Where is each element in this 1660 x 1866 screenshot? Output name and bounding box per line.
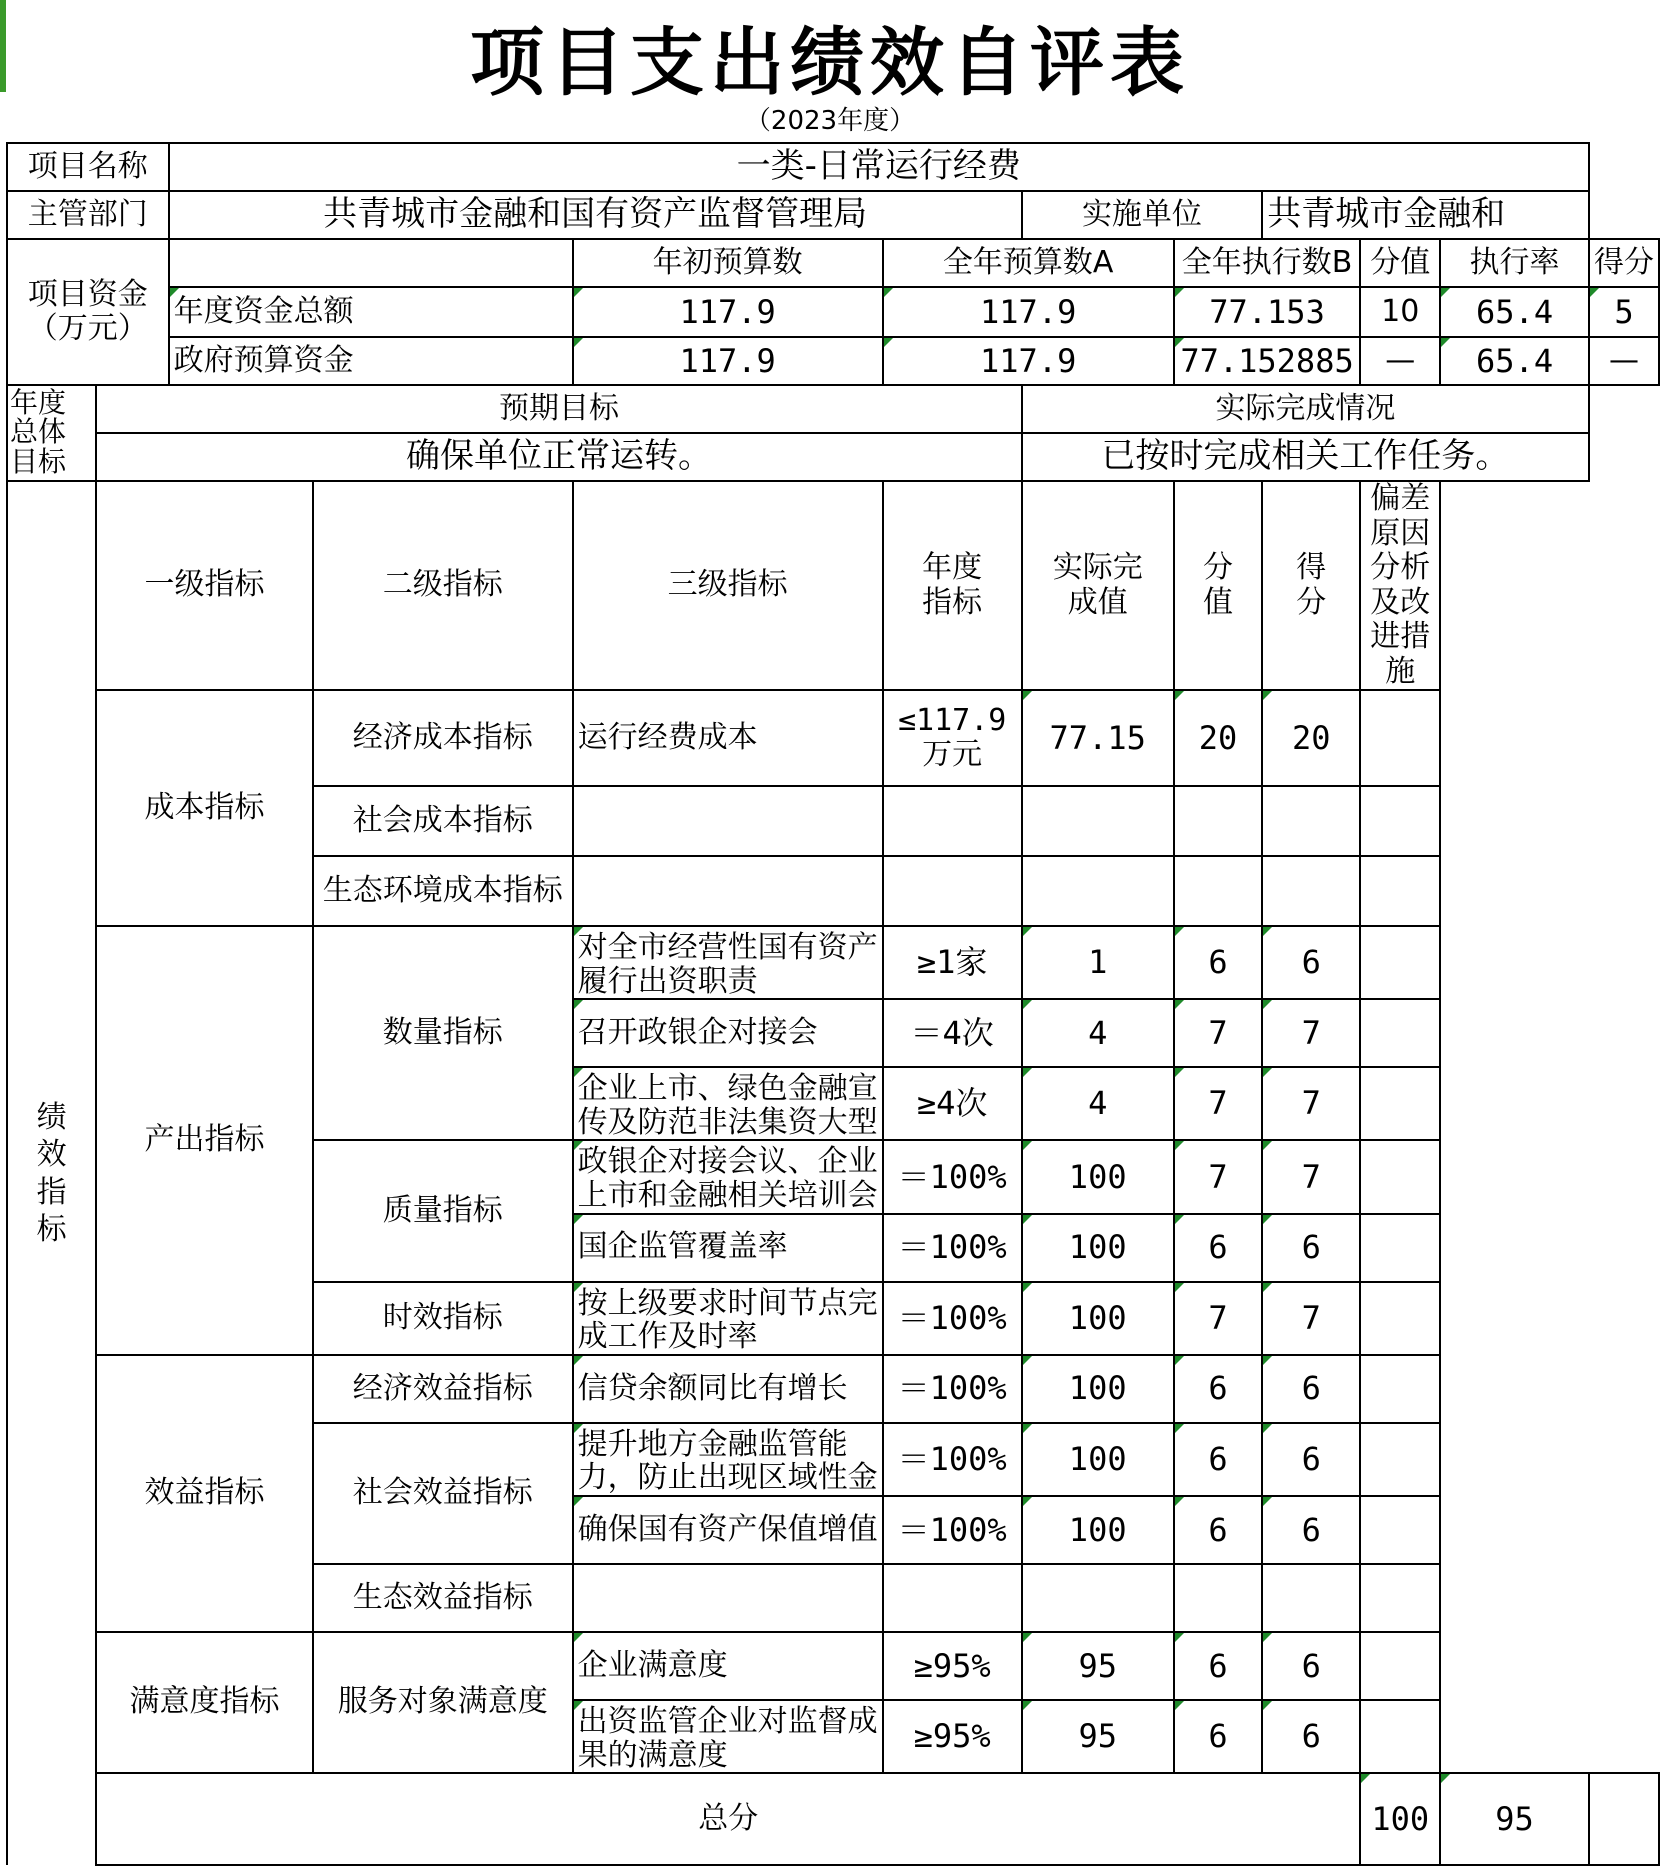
actual-completion-label: 实际完成情况 [1022, 385, 1589, 433]
l3-row-9-actual[interactable]: 100 [1022, 1423, 1174, 1496]
l3-row-5-target[interactable]: ＝100% [883, 1140, 1022, 1213]
l3-row-10-score[interactable]: 6 [1262, 1496, 1360, 1564]
l2-service-satisfaction: 服务对象满意度 [313, 1632, 573, 1773]
l3-row-10-name[interactable]: 确保国有资产保值增值 [573, 1496, 883, 1564]
header-score-value: 分值 [1174, 481, 1262, 690]
eco-benefit-value[interactable] [1174, 1564, 1262, 1632]
l3-row-3-value[interactable]: 7 [1174, 999, 1262, 1067]
funds-row-total-annual[interactable]: 117.9 [883, 287, 1174, 337]
expected-goal-label: 预期目标 [96, 385, 1021, 433]
l2-social-cost: 社会成本指标 [313, 786, 573, 856]
l3-row-12-reason[interactable] [1360, 1700, 1440, 1773]
l3-row-10-actual[interactable]: 100 [1022, 1496, 1174, 1564]
l3-row-4-value[interactable]: 7 [1174, 1067, 1262, 1140]
l2-economic-benefit: 经济效益指标 [313, 1355, 573, 1423]
l3-row-6-name[interactable]: 国企监管覆盖率 [573, 1214, 883, 1282]
l3-row-10-target[interactable]: ＝100% [883, 1496, 1022, 1564]
funds-row-total-initial[interactable]: 117.9 [573, 287, 883, 337]
l3-row-7-value[interactable]: 7 [1174, 1282, 1262, 1355]
l1-cost: 成本指标 [96, 690, 313, 926]
l3-row-4-actual[interactable]: 4 [1022, 1067, 1174, 1140]
l3-row-5-reason[interactable] [1360, 1140, 1440, 1213]
l3-row-11-value[interactable]: 6 [1174, 1632, 1262, 1700]
l3-row-6-score[interactable]: 6 [1262, 1214, 1360, 1282]
total-label: 总分 [96, 1773, 1360, 1865]
l3-row-12-target[interactable]: ≥95% [883, 1700, 1022, 1773]
l3-row-7-name[interactable]: 按上级要求时间节点完成工作及时率 [573, 1282, 883, 1355]
funds-row-total-name[interactable]: 年度资金总额 [169, 287, 573, 337]
l1-satisfaction: 满意度指标 [96, 1632, 313, 1773]
actual-completion-value[interactable]: 已按时完成相关工作任务。 [1022, 433, 1589, 481]
l3-row-3-score[interactable]: 7 [1262, 999, 1360, 1067]
l3-row-4-name[interactable]: 企业上市、绿色金融宣传及防范非法集资大型 [573, 1067, 883, 1140]
funds-row-gov-name[interactable]: 政府预算资金 [169, 337, 573, 385]
funds-header-executed: 全年执行数B [1174, 239, 1361, 287]
expected-goal-value[interactable]: 确保单位正常运转。 [96, 433, 1021, 481]
eco-cost-actual[interactable] [1022, 856, 1174, 926]
l3-row-11-score[interactable]: 6 [1262, 1632, 1360, 1700]
l3-row-4-reason[interactable] [1360, 1067, 1440, 1140]
header-actual-value: 实际完成值 [1022, 481, 1174, 690]
funds-header-blank [169, 239, 573, 287]
l3-row-7-reason[interactable] [1360, 1282, 1440, 1355]
l3-row-1-score[interactable]: 20 [1262, 690, 1360, 786]
l3-row-2-reason[interactable] [1360, 926, 1440, 999]
l3-row-7-actual[interactable]: 100 [1022, 1282, 1174, 1355]
funds-row-total-executed[interactable]: 77.153 [1174, 287, 1361, 337]
l3-row-5-value[interactable]: 7 [1174, 1140, 1262, 1213]
eco-cost-target[interactable] [883, 856, 1022, 926]
l3-row-10-reason[interactable] [1360, 1496, 1440, 1564]
annual-goal-label: 年度总体目标 [7, 385, 96, 481]
l3-row-8-value[interactable]: 6 [1174, 1355, 1262, 1423]
funds-row-gov-annual[interactable]: 117.9 [883, 337, 1174, 385]
l3-row-3-reason[interactable] [1360, 999, 1440, 1067]
l3-row-9-value[interactable]: 6 [1174, 1423, 1262, 1496]
l2-economic-cost: 经济成本指标 [313, 690, 573, 786]
funds-header-score: 得分 [1589, 239, 1659, 287]
project-name-label: 项目名称 [7, 143, 169, 191]
l3-row-6-target[interactable]: ＝100% [883, 1214, 1022, 1282]
funds-row-gov-score[interactable]: — [1589, 337, 1659, 385]
l3-row-1-name[interactable]: 运行经费成本 [573, 690, 883, 786]
l3-row-2-target[interactable]: ≥1家 [883, 926, 1022, 999]
l2-quantity: 数量指标 [313, 926, 573, 1140]
page-title: 项目支出绩效自评表 [470, 20, 1190, 106]
l3-row-8-target[interactable]: ＝100% [883, 1355, 1022, 1423]
funds-label: 项目资金（万元） [7, 239, 169, 385]
l3-row-3-name[interactable]: 召开政银企对接会 [573, 999, 883, 1067]
l3-row-6-actual[interactable]: 100 [1022, 1214, 1174, 1282]
l3-row-2-score[interactable]: 6 [1262, 926, 1360, 999]
funds-header-initial: 年初预算数 [573, 239, 883, 287]
l3-row-3-actual[interactable]: 4 [1022, 999, 1174, 1067]
l3-row-6-reason[interactable] [1360, 1214, 1440, 1282]
dept-label: 主管部门 [7, 191, 169, 239]
header-level1: 一级指标 [96, 481, 313, 690]
l3-row-5-name[interactable]: 政银企对接会议、企业上市和金融相关培训会 [573, 1140, 883, 1213]
dept-value[interactable]: 共青城市金融和国有资产监督管理局 [169, 191, 1022, 239]
l3-row-11-reason[interactable] [1360, 1632, 1440, 1700]
l3-row-1-actual[interactable]: 77.15 [1022, 690, 1174, 786]
funds-row-gov-rate[interactable]: 65.4 [1440, 337, 1589, 385]
funds-row-total-score[interactable]: 5 [1589, 287, 1659, 337]
l3-row-8-reason[interactable] [1360, 1355, 1440, 1423]
l3-row-4-score[interactable]: 7 [1262, 1067, 1360, 1140]
header-level2: 二级指标 [313, 481, 573, 690]
header-annual-target: 年度指标 [883, 481, 1022, 690]
l3-row-7-score[interactable]: 7 [1262, 1282, 1360, 1355]
l3-row-2-actual[interactable]: 1 [1022, 926, 1174, 999]
l3-row-5-score[interactable]: 7 [1262, 1140, 1360, 1213]
social-cost-target[interactable] [883, 786, 1022, 856]
eco-benefit-reason[interactable] [1360, 1564, 1440, 1632]
l3-row-4-target[interactable]: ≥4次 [883, 1067, 1022, 1140]
header-score: 得分 [1262, 481, 1360, 690]
funds-header-score-value: 分值 [1360, 239, 1440, 287]
l3-row-10-value[interactable]: 6 [1174, 1496, 1262, 1564]
eco-benefit-actual[interactable] [1022, 1564, 1174, 1632]
project-name-value[interactable]: 一类-日常运行经费 [169, 143, 1589, 191]
impl-unit-value[interactable]: 共青城市金融和 [1262, 191, 1589, 239]
funds-header-rate: 执行率 [1440, 239, 1589, 287]
l3-row-2-value[interactable]: 6 [1174, 926, 1262, 999]
l3-row-5-actual[interactable]: 100 [1022, 1140, 1174, 1213]
social-cost-actual[interactable] [1022, 786, 1174, 856]
l1-output: 产出指标 [96, 926, 313, 1355]
perf-indicator-label: 绩效指标 [7, 481, 96, 1865]
eco-benefit-score[interactable] [1262, 1564, 1360, 1632]
eco-cost-name[interactable] [573, 856, 883, 926]
l3-row-12-name[interactable]: 出资监管企业对监督成果的满意度 [573, 1700, 883, 1773]
eco-cost-value[interactable] [1174, 856, 1262, 926]
l2-social-benefit: 社会效益指标 [313, 1423, 573, 1564]
l3-row-1-reason[interactable] [1360, 690, 1440, 786]
header-deviation-reason: 偏差原因分析及改进措施 [1360, 481, 1440, 690]
funds-row-gov-executed[interactable]: 77.152885 [1174, 337, 1361, 385]
social-cost-value[interactable] [1174, 786, 1262, 856]
l2-eco-benefit: 生态效益指标 [313, 1564, 573, 1632]
funds-row-gov-score-value[interactable]: — [1360, 337, 1440, 385]
social-cost-score[interactable] [1262, 786, 1360, 856]
year-subtitle: （2023年度） [744, 106, 916, 136]
header-level3: 三级指标 [573, 481, 883, 690]
l3-row-8-actual[interactable]: 100 [1022, 1355, 1174, 1423]
l3-row-12-value[interactable]: 6 [1174, 1700, 1262, 1773]
eco-cost-reason[interactable] [1360, 856, 1440, 926]
l2-quality: 质量指标 [313, 1140, 573, 1281]
social-cost-reason[interactable] [1360, 786, 1440, 856]
total-reason[interactable] [1589, 1773, 1659, 1865]
eco-cost-score[interactable] [1262, 856, 1360, 926]
l3-row-8-name[interactable]: 信贷余额同比有增长 [573, 1355, 883, 1423]
l3-row-3-target[interactable]: ＝4次 [883, 999, 1022, 1067]
funds-row-total-rate[interactable]: 65.4 [1440, 287, 1589, 337]
l3-row-6-value[interactable]: 6 [1174, 1214, 1262, 1282]
l3-row-1-value[interactable]: 20 [1174, 690, 1262, 786]
l3-row-8-score[interactable]: 6 [1262, 1355, 1360, 1423]
l3-row-11-actual[interactable]: 95 [1022, 1632, 1174, 1700]
l3-row-2-name[interactable]: 对全市经营性国有资产履行出资职责 [573, 926, 883, 999]
l2-eco-cost: 生态环境成本指标 [313, 856, 573, 926]
total-score[interactable]: 95 [1440, 1773, 1589, 1865]
self-evaluation-table [6, 142, 1660, 1866]
social-cost-name[interactable] [573, 786, 883, 856]
funds-header-annual: 全年预算数A [883, 239, 1174, 287]
total-value[interactable]: 100 [1360, 1773, 1440, 1865]
l3-row-9-reason[interactable] [1360, 1423, 1440, 1496]
eco-benefit-name[interactable] [573, 1564, 883, 1632]
l3-row-9-target[interactable]: ＝100% [883, 1423, 1022, 1496]
l1-benefit: 效益指标 [96, 1355, 313, 1632]
l3-row-11-target[interactable]: ≥95% [883, 1632, 1022, 1700]
l3-row-12-score[interactable]: 6 [1262, 1700, 1360, 1773]
l3-row-1-target[interactable]: ≤117.9万元 [883, 690, 1022, 786]
l2-timeliness: 时效指标 [313, 1282, 573, 1355]
l3-row-9-name[interactable]: 提升地方金融监管能力，防止出现区域性金 [573, 1423, 883, 1496]
eco-benefit-target[interactable] [883, 1564, 1022, 1632]
l3-row-7-target[interactable]: ＝100% [883, 1282, 1022, 1355]
l3-row-11-name[interactable]: 企业满意度 [573, 1632, 883, 1700]
l3-row-12-actual[interactable]: 95 [1022, 1700, 1174, 1773]
funds-row-gov-initial[interactable]: 117.9 [573, 337, 883, 385]
impl-unit-label: 实施单位 [1022, 191, 1263, 239]
l3-row-9-score[interactable]: 6 [1262, 1423, 1360, 1496]
funds-row-total-score-value[interactable]: 10 [1360, 287, 1440, 337]
